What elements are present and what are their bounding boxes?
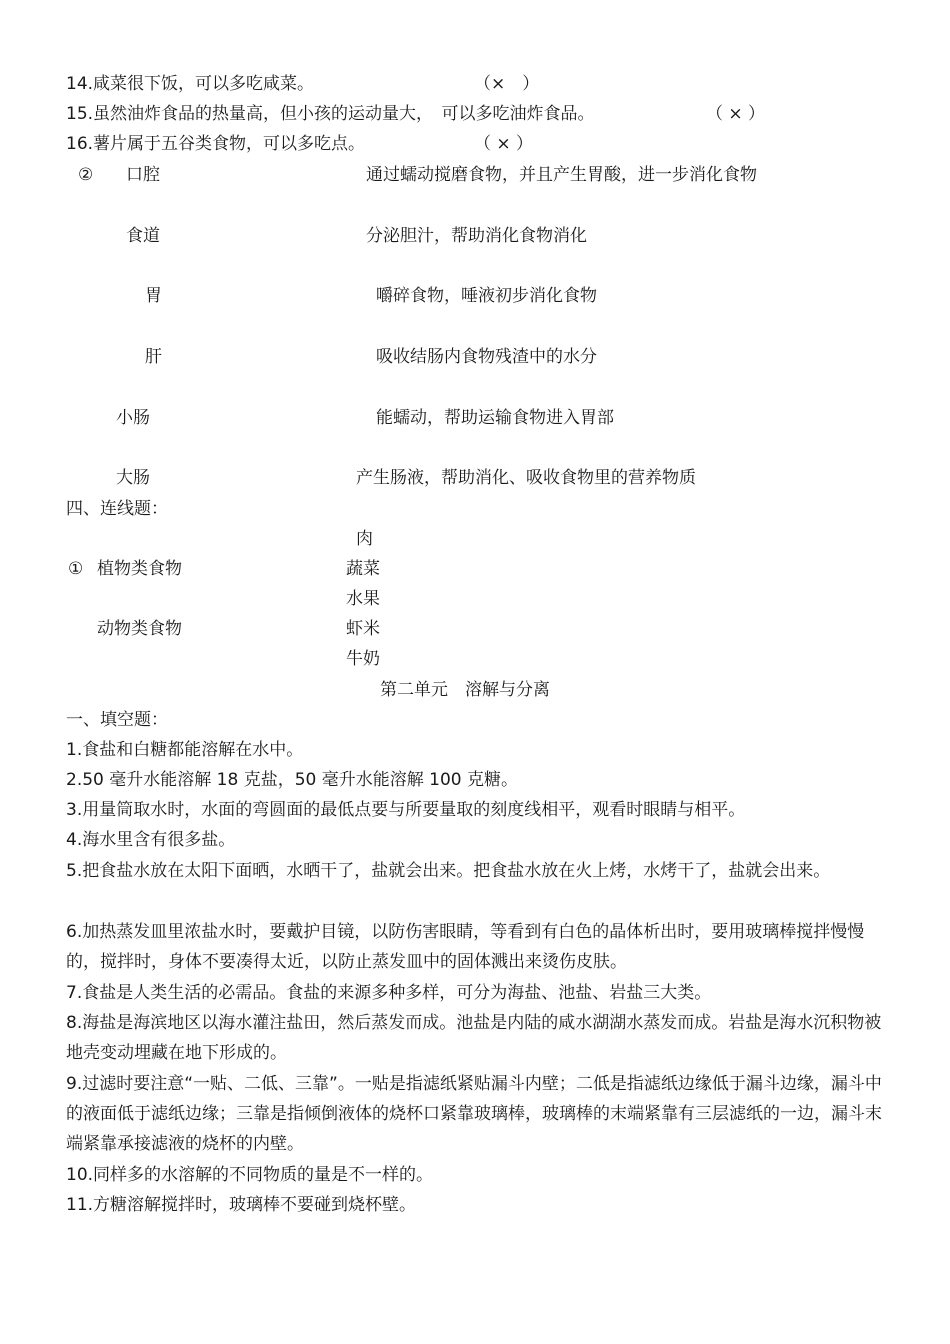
fill-item-6: 6.加热蒸发皿里浓盐水时，要戴护目镜，以防伤害眼睛，等看到有白色的晶体析出时，要用玻璃棒搅拌慢慢的，搅拌时，身体不要凑得太近，以防止蒸发皿中的固体溅出来烫伤皮肤。 (66, 922, 865, 972)
fill-item-4: 4.海水里含有很多盐。 (66, 830, 236, 850)
organ-match-marker: ② (78, 165, 94, 185)
organ-esophagus: 食道 (126, 226, 160, 246)
fill-item-9: 9.过滤时要注意“一贴、二低、三靠”。一贴是指滤纸紧贴漏斗内壁；二低是指滤纸边缘低于漏斗边缘，漏斗中的液面低于滤纸边缘；三靠是指倾倒液体的烧杯口紧靠玻璃棒，玻璃棒的末端紧靠有三层滤纸的一边，漏斗末端紧靠承接滤液的烧杯的内壁。 (66, 1074, 882, 1154)
category-plant-food: 植物类食物 (97, 559, 182, 579)
judgment-mark-16: （ × ） (474, 134, 534, 154)
function-item-5: 能蠕动，帮助运输食物进入胃部 (376, 408, 614, 428)
judgment-item-15: 15.虽然油炸食品的热量高，但小孩的运动量大， 可以多吃油炸食品。 (66, 104, 595, 124)
fill-item-11: 11.方糖溶解搅拌时，玻璃棒不要碰到烧杯壁。 (66, 1195, 417, 1215)
judgment-mark-15: （ × ） (706, 104, 766, 124)
section-heading-fill: 一、填空题： (66, 710, 168, 730)
fill-item-1: 1.食盐和白糖都能溶解在水中。 (66, 740, 304, 760)
function-item-1: 通过蠕动搅磨食物，并且产生胃酸，进一步消化食物 (366, 165, 757, 185)
function-item-3: 嚼碎食物，唾液初步消化食物 (376, 286, 597, 306)
food-item-vegetable: 蔬菜 (346, 559, 380, 579)
food-item-milk: 牛奶 (346, 649, 380, 669)
judgment-item-16: 16.薯片属于五谷类食物，可以多吃点。 (66, 134, 366, 154)
fill-item-8: 8.海盐是海滨地区以海水灌注盐田，然后蒸发而成。池盐是内陆的咸水湖湖水蒸发而成。岩盐是海水沉积物被地壳变动埋藏在地下形成的。 (66, 1013, 882, 1063)
fill-item-3: 3.用量筒取水时，水面的弯圆面的最低点要与所要量取的刻度线相平，观看时眼睛与相平。 (66, 800, 746, 820)
fill-item-2: 2.50 毫升水能溶解 18 克盐，50 毫升水能溶解 100 克糖。 (66, 770, 518, 790)
function-item-2: 分泌胆汁，帮助消化食物消化 (366, 226, 587, 246)
organ-large-intestine: 大肠 (116, 468, 150, 488)
organ-small-intestine: 小肠 (116, 408, 150, 428)
section-heading-matching: 四、连线题： (66, 499, 168, 519)
food-item-meat: 肉 (356, 529, 373, 549)
unit-title: 第二单元 溶解与分离 (380, 680, 550, 700)
fill-item-5: 5.把食盐水放在太阳下面晒，水晒干了，盐就会出来。把食盐水放在火上烤，水烤干了，盐就会出来。 (66, 861, 831, 881)
fill-item-7: 7.食盐是人类生活的必需品。食盐的来源多种多样，可分为海盐、池盐、岩盐三大类。 (66, 983, 712, 1003)
food-item-shrimp: 虾米 (346, 619, 380, 639)
fill-item-10: 10.同样多的水溶解的不同物质的量是不一样的。 (66, 1165, 434, 1185)
category-animal-food: 动物类食物 (97, 619, 182, 639)
organ-liver: 肝 (145, 347, 162, 367)
food-item-fruit: 水果 (346, 589, 380, 609)
function-item-4: 吸收结肠内食物残渣中的水分 (376, 347, 597, 367)
organ-mouth: 口腔 (126, 165, 160, 185)
function-item-6: 产生肠液，帮助消化、吸收食物里的营养物质 (356, 468, 696, 488)
judgment-mark-14: （× ） (474, 74, 540, 94)
organ-stomach: 胃 (145, 286, 162, 306)
food-match-marker: ① (68, 559, 84, 579)
judgment-item-14: 14.咸菜很下饭，可以多吃咸菜。 (66, 74, 315, 94)
